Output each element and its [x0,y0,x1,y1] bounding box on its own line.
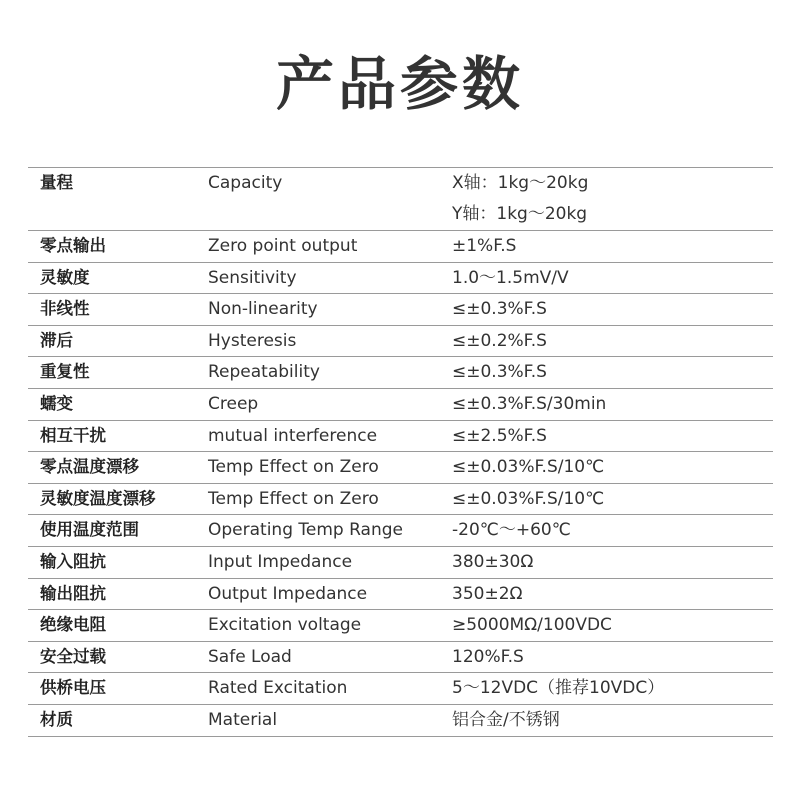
spec-table [28,167,773,737]
spec-english-name: mutual interference [208,425,378,446]
spec-value-line: 380±30Ω [452,551,534,572]
spec-name: 使用温度范围 [40,520,139,540]
spec-english-name: Repeatability [208,362,320,383]
spec-row [28,642,773,674]
spec-value [452,705,560,736]
spec-english-name: Safe Load [208,646,292,667]
spec-value [452,326,547,357]
spec-row [28,263,773,295]
spec-value [452,673,664,704]
spec-value-line: ≤±2.5%F.S [452,425,547,446]
spec-english-name: Temp Effect on Zero [208,488,379,509]
spec-value-line: 350±2Ω [452,583,523,604]
spec-row [28,168,773,231]
spec-value [452,642,524,673]
spec-english-name: Rated Excitation [208,678,348,699]
spec-row [28,484,773,516]
spec-name: 安全过载 [40,646,106,666]
spec-name: 输入阻抗 [40,551,106,571]
spec-english-name: Capacity [208,173,283,193]
spec-english-name: Output Impedance [208,583,368,604]
spec-value-line: ≤±0.3%F.S [452,299,547,320]
page-title: 产品参数 [275,50,524,118]
spec-value-line: X轴：1kg～20kg [452,173,589,193]
spec-row [28,326,773,358]
spec-name: 滞后 [40,330,73,350]
spec-value [452,168,588,230]
spec-value-line: ≤±0.03%F.S/10℃ [452,488,605,509]
spec-name: 绝缘电阻 [40,615,106,635]
spec-row [28,547,773,579]
spec-row [28,421,773,453]
spec-value-line: 1.0～1.5mV/V [452,267,569,288]
spec-value [452,579,523,610]
spec-value [452,484,604,515]
spec-value-line: 铝合金/不锈钢 [452,709,560,730]
spec-value-line: 120%F.S [452,646,524,667]
spec-name: 蠕变 [40,393,73,413]
spec-value-line: 5～12VDC（推荐10VDC） [452,678,665,699]
spec-name: 零点输出 [40,236,106,255]
spec-value [452,263,569,294]
spec-name: 相互干扰 [40,425,106,445]
spec-row [28,673,773,705]
spec-name: 灵敏度温度漂移 [40,488,156,508]
spec-value [452,421,547,452]
spec-value-line: ≥5000MΩ/100VDC [452,615,612,636]
spec-value-line: -20℃～+60℃ [452,520,571,541]
spec-english-name: Material [208,709,278,730]
spec-value [452,610,612,641]
spec-value [452,515,571,546]
spec-english-name: Zero point output [208,236,358,256]
spec-english-name: Operating Temp Range [208,520,403,541]
spec-english-name: Non-linearity [208,299,318,320]
spec-english-name: Sensitivity [208,267,297,288]
spec-name: 零点温度漂移 [40,457,139,477]
spec-name: 非线性 [40,299,90,319]
spec-value-line: ≤±0.3%F.S [452,362,547,383]
spec-value-line: Y轴：1kg～20kg [452,204,588,224]
spec-row [28,610,773,642]
spec-english-name: Creep [208,393,259,414]
spec-value-line: ≤±0.3%F.S/30min [452,393,607,414]
spec-value [452,357,547,388]
spec-row [28,452,773,484]
spec-value [452,452,604,483]
spec-row [28,579,773,611]
spec-row [28,515,773,547]
spec-row [28,357,773,389]
spec-name: 重复性 [40,362,90,382]
spec-name: 量程 [40,173,73,192]
spec-value [452,231,516,262]
spec-english-name: Temp Effect on Zero [208,457,379,478]
spec-row [28,294,773,326]
spec-name: 供桥电压 [40,678,106,698]
spec-english-name: Excitation voltage [208,615,362,636]
spec-value [452,389,606,420]
spec-value-line: ≤±0.03%F.S/10℃ [452,457,605,478]
spec-english-name: Hysteresis [208,330,297,351]
spec-name: 灵敏度 [40,267,90,287]
spec-value [452,547,533,578]
spec-row [28,231,773,263]
spec-value-line: ±1%F.S [452,236,517,256]
spec-name: 输出阻抗 [40,583,106,603]
spec-english-name: Input Impedance [208,551,353,572]
spec-row [28,705,773,737]
spec-value [452,294,547,325]
spec-value-line: ≤±0.2%F.S [452,330,547,351]
spec-name: 材质 [40,709,73,729]
spec-row [28,389,773,421]
